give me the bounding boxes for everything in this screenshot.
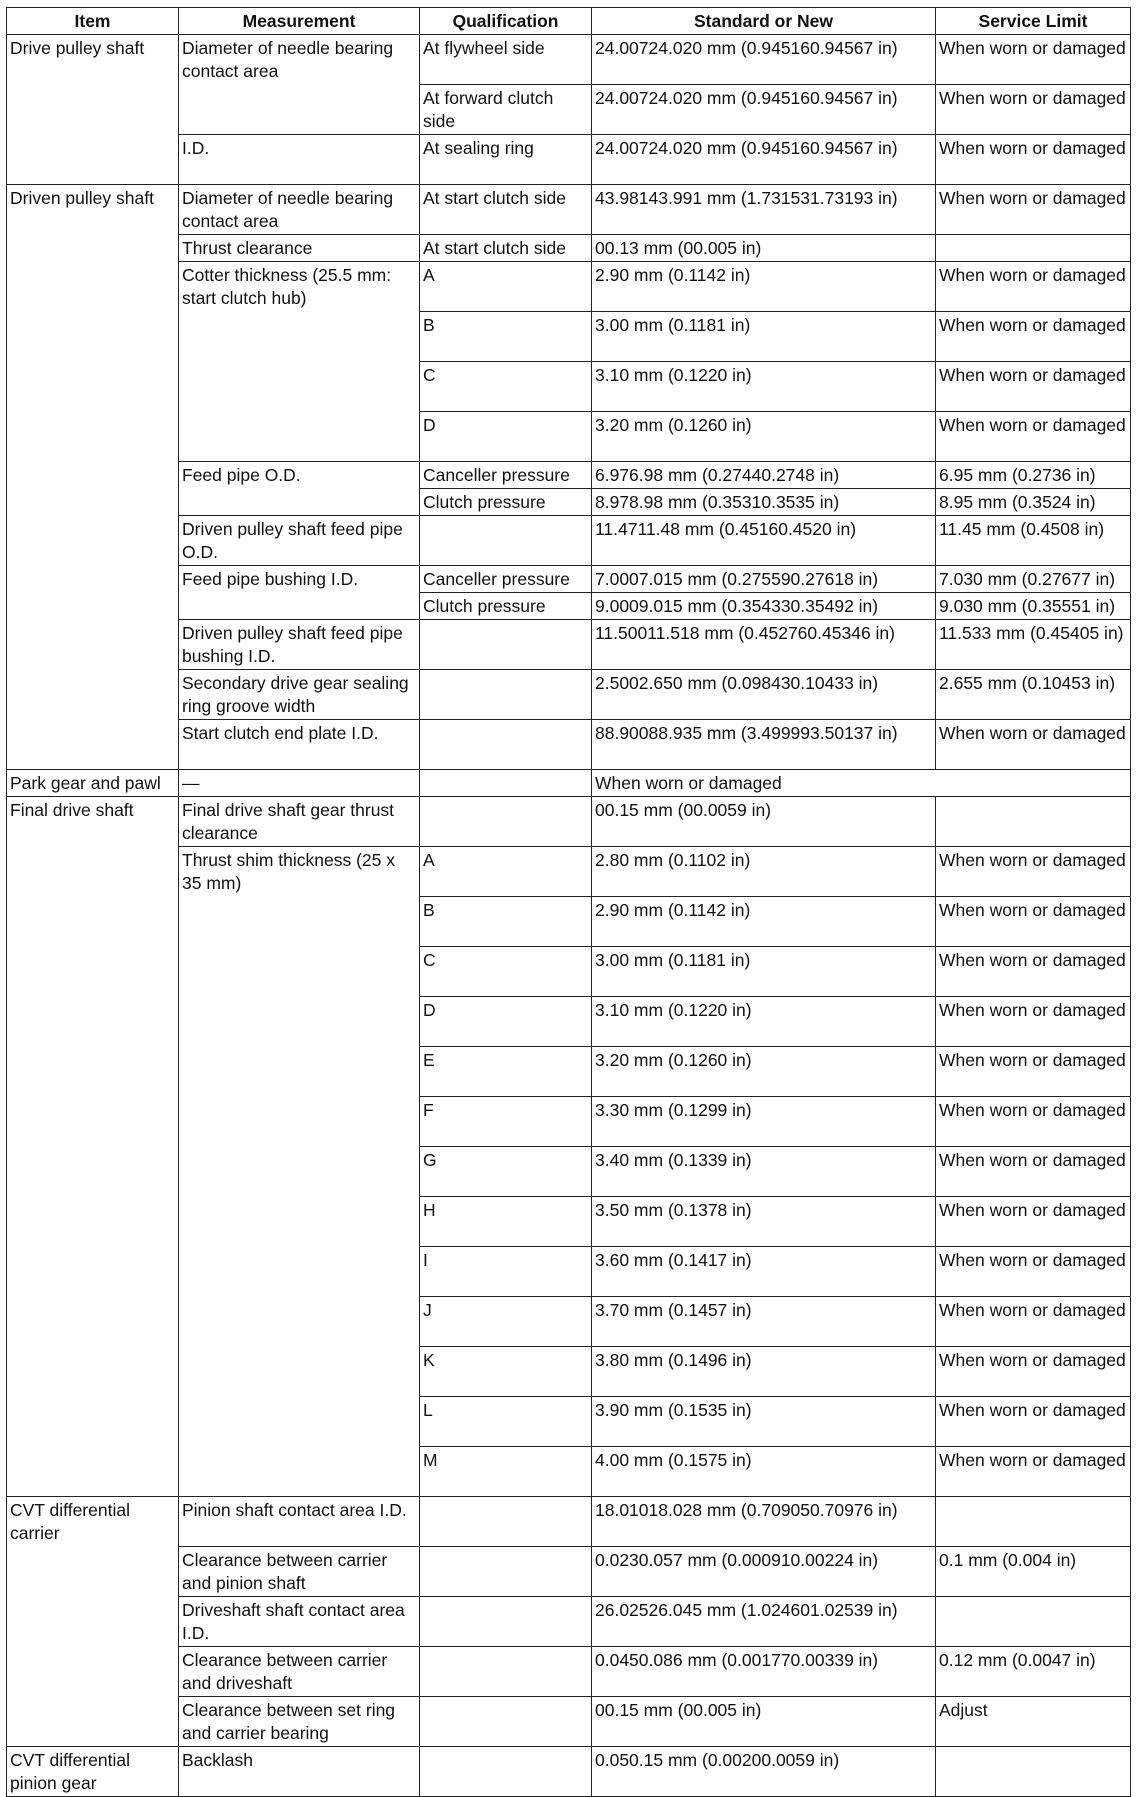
qualification-cell: Canceller pressure bbox=[420, 462, 592, 489]
standard-cell: 2.90 mm (0.1142 in) bbox=[592, 897, 936, 947]
standard-cell: 24.00724.020 mm (0.945160.94567 in) bbox=[592, 135, 936, 185]
qualification-cell bbox=[420, 770, 592, 797]
limit-cell: When worn or damaged bbox=[936, 412, 1131, 462]
measurement-cell: Final drive shaft gear thrust clearance bbox=[179, 797, 420, 847]
standard-cell: 3.30 mm (0.1299 in) bbox=[592, 1097, 936, 1147]
qualification-cell bbox=[420, 720, 592, 770]
qualification-cell bbox=[420, 1597, 592, 1647]
limit-cell: When worn or damaged bbox=[936, 1297, 1131, 1347]
qualification-cell: At flywheel side bbox=[420, 35, 592, 85]
limit-cell: When worn or damaged bbox=[936, 1147, 1131, 1197]
measurement-cell: Thrust shim thickness (25 x 35 mm) bbox=[179, 847, 420, 1497]
limit-cell: 0.1 mm (0.004 in) bbox=[936, 1547, 1131, 1597]
limit-cell: When worn or damaged bbox=[936, 1047, 1131, 1097]
qualification-cell: Clutch pressure bbox=[420, 489, 592, 516]
standard-cell: 18.01018.028 mm (0.709050.70976 in) bbox=[592, 1497, 936, 1547]
qualification-cell bbox=[420, 620, 592, 670]
qualification-cell bbox=[420, 1647, 592, 1697]
header-standard: Standard or New bbox=[592, 8, 936, 35]
measurement-cell: Clearance between set ring and carrier bearing bbox=[179, 1697, 420, 1747]
standard-cell: 3.60 mm (0.1417 in) bbox=[592, 1247, 936, 1297]
standard-cell: 24.00724.020 mm (0.945160.94567 in) bbox=[592, 85, 936, 135]
header-row bbox=[7, 8, 1131, 35]
qualification-cell: B bbox=[420, 312, 592, 362]
table-row bbox=[7, 1747, 1131, 1797]
qualification-cell bbox=[420, 516, 592, 566]
standard-cell: 3.20 mm (0.1260 in) bbox=[592, 1047, 936, 1097]
limit-cell: 11.45 mm (0.4508 in) bbox=[936, 516, 1131, 566]
standard-cell: 3.80 mm (0.1496 in) bbox=[592, 1347, 936, 1397]
header-item: Item bbox=[7, 8, 179, 35]
limit-cell: 0.12 mm (0.0047 in) bbox=[936, 1647, 1131, 1697]
standard-cell: 3.90 mm (0.1535 in) bbox=[592, 1397, 936, 1447]
standard-cell: 24.00724.020 mm (0.945160.94567 in) bbox=[592, 35, 936, 85]
limit-cell: When worn or damaged bbox=[936, 362, 1131, 412]
measurement-cell: Feed pipe O.D. bbox=[179, 462, 420, 516]
qualification-cell: At forward clutch side bbox=[420, 85, 592, 135]
qualification-cell: J bbox=[420, 1297, 592, 1347]
limit-cell: When worn or damaged bbox=[936, 1097, 1131, 1147]
qualification-cell bbox=[420, 670, 592, 720]
qualification-cell: D bbox=[420, 412, 592, 462]
limit-cell: When worn or damaged bbox=[936, 185, 1131, 235]
standard-cell: 3.10 mm (0.1220 in) bbox=[592, 997, 936, 1047]
limit-cell: When worn or damaged bbox=[936, 312, 1131, 362]
measurement-cell: Pinion shaft contact area I.D. bbox=[179, 1497, 420, 1547]
measurement-cell: Clearance between carrier and pinion shaft bbox=[179, 1547, 420, 1597]
limit-cell: When worn or damaged bbox=[936, 720, 1131, 770]
qualification-cell: E bbox=[420, 1047, 592, 1097]
measurement-cell: — bbox=[179, 770, 420, 797]
standard-cell: 7.0007.015 mm (0.275590.27618 in) bbox=[592, 566, 936, 593]
header-service-limit: Service Limit bbox=[936, 8, 1131, 35]
measurement-cell: Diameter of needle bearing contact area bbox=[179, 185, 420, 235]
table-row bbox=[7, 1497, 1131, 1547]
qualification-cell: Clutch pressure bbox=[420, 593, 592, 620]
standard-cell: 3.70 mm (0.1457 in) bbox=[592, 1297, 936, 1347]
qualification-cell: D bbox=[420, 997, 592, 1047]
measurement-cell: Driven pulley shaft feed pipe bushing I.D. bbox=[179, 620, 420, 670]
limit-cell: When worn or damaged bbox=[936, 1197, 1131, 1247]
standard-cell: 2.80 mm (0.1102 in) bbox=[592, 847, 936, 897]
standard-cell: 43.98143.991 mm (1.731531.73193 in) bbox=[592, 185, 936, 235]
qualification-cell: At start clutch side bbox=[420, 235, 592, 262]
standard-cell: 26.02526.045 mm (1.024601.02539 in) bbox=[592, 1597, 936, 1647]
limit-cell bbox=[936, 1497, 1131, 1547]
limit-cell: When worn or damaged bbox=[936, 35, 1131, 85]
qualification-cell: B bbox=[420, 897, 592, 947]
standard-cell: 3.20 mm (0.1260 in) bbox=[592, 412, 936, 462]
qualification-cell: H bbox=[420, 1197, 592, 1247]
standard-cell: 0.050.15 mm (0.00200.0059 in) bbox=[592, 1747, 936, 1797]
qualification-cell: C bbox=[420, 947, 592, 997]
item-cell: Park gear and pawl bbox=[7, 770, 179, 797]
table-row bbox=[7, 185, 1131, 235]
measurement-cell: Diameter of needle bearing contact area bbox=[179, 35, 420, 135]
table-row bbox=[7, 797, 1131, 847]
limit-cell bbox=[936, 235, 1131, 262]
limit-cell: 6.95 mm (0.2736 in) bbox=[936, 462, 1131, 489]
measurement-cell: I.D. bbox=[179, 135, 420, 185]
standard-cell: 2.90 mm (0.1142 in) bbox=[592, 262, 936, 312]
limit-cell: When worn or damaged bbox=[936, 262, 1131, 312]
qualification-cell: C bbox=[420, 362, 592, 412]
qualification-cell bbox=[420, 1747, 592, 1797]
qualification-cell: Canceller pressure bbox=[420, 566, 592, 593]
limit-cell: 9.030 mm (0.35551 in) bbox=[936, 593, 1131, 620]
limit-cell: 2.655 mm (0.10453 in) bbox=[936, 670, 1131, 720]
header-measurement: Measurement bbox=[179, 8, 420, 35]
standard-cell: 00.15 mm (00.005 in) bbox=[592, 1697, 936, 1747]
qualification-cell: At sealing ring bbox=[420, 135, 592, 185]
measurement-cell: Cotter thickness (25.5 mm: start clutch hub) bbox=[179, 262, 420, 462]
limit-cell: When worn or damaged bbox=[936, 135, 1131, 185]
qualification-cell: A bbox=[420, 847, 592, 897]
qualification-cell bbox=[420, 1497, 592, 1547]
standard-cell: 11.50011.518 mm (0.452760.45346 in) bbox=[592, 620, 936, 670]
limit-cell: When worn or damaged bbox=[936, 847, 1131, 897]
standard-cell: 6.976.98 mm (0.27440.2748 in) bbox=[592, 462, 936, 489]
limit-cell: 8.95 mm (0.3524 in) bbox=[936, 489, 1131, 516]
spec-table bbox=[6, 7, 1131, 1797]
standard-cell: 3.40 mm (0.1339 in) bbox=[592, 1147, 936, 1197]
measurement-cell: Start clutch end plate I.D. bbox=[179, 720, 420, 770]
standard-cell: 0.0230.057 mm (0.000910.00224 in) bbox=[592, 1547, 936, 1597]
qualification-cell: K bbox=[420, 1347, 592, 1397]
standard-cell: 9.0009.015 mm (0.354330.35492 in) bbox=[592, 593, 936, 620]
limit-cell bbox=[936, 797, 1131, 847]
standard-cell: When worn or damaged bbox=[592, 770, 1131, 797]
limit-cell: 7.030 mm (0.27677 in) bbox=[936, 566, 1131, 593]
measurement-cell: Driven pulley shaft feed pipe O.D. bbox=[179, 516, 420, 566]
limit-cell: When worn or damaged bbox=[936, 947, 1131, 997]
limit-cell: Adjust bbox=[936, 1697, 1131, 1747]
standard-cell: 0.0450.086 mm (0.001770.00339 in) bbox=[592, 1647, 936, 1697]
standard-cell: 2.5002.650 mm (0.098430.10433 in) bbox=[592, 670, 936, 720]
item-cell: Final drive shaft bbox=[7, 797, 179, 1497]
item-cell: Driven pulley shaft bbox=[7, 185, 179, 770]
limit-cell: When worn or damaged bbox=[936, 1247, 1131, 1297]
limit-cell bbox=[936, 1747, 1131, 1797]
limit-cell: 11.533 mm (0.45405 in) bbox=[936, 620, 1131, 670]
qualification-cell bbox=[420, 1697, 592, 1747]
measurement-cell: Secondary drive gear sealing ring groove width bbox=[179, 670, 420, 720]
measurement-cell: Driveshaft shaft contact area I.D. bbox=[179, 1597, 420, 1647]
table-row bbox=[7, 770, 1131, 797]
standard-cell: 11.4711.48 mm (0.45160.4520 in) bbox=[592, 516, 936, 566]
standard-cell: 3.00 mm (0.1181 in) bbox=[592, 947, 936, 997]
qualification-cell: At start clutch side bbox=[420, 185, 592, 235]
standard-cell: 3.10 mm (0.1220 in) bbox=[592, 362, 936, 412]
standard-cell: 3.00 mm (0.1181 in) bbox=[592, 312, 936, 362]
limit-cell: When worn or damaged bbox=[936, 85, 1131, 135]
qualification-cell: L bbox=[420, 1397, 592, 1447]
table-row bbox=[7, 35, 1131, 85]
limit-cell: When worn or damaged bbox=[936, 997, 1131, 1047]
measurement-cell: Backlash bbox=[179, 1747, 420, 1797]
qualification-cell: A bbox=[420, 262, 592, 312]
standard-cell: 4.00 mm (0.1575 in) bbox=[592, 1447, 936, 1497]
standard-cell: 00.13 mm (00.005 in) bbox=[592, 235, 936, 262]
header-qualification: Qualification bbox=[420, 8, 592, 35]
measurement-cell: Clearance between carrier and driveshaft bbox=[179, 1647, 420, 1697]
qualification-cell: F bbox=[420, 1097, 592, 1147]
qualification-cell bbox=[420, 1547, 592, 1597]
limit-cell bbox=[936, 1597, 1131, 1647]
measurement-cell: Thrust clearance bbox=[179, 235, 420, 262]
limit-cell: When worn or damaged bbox=[936, 1397, 1131, 1447]
standard-cell: 88.90088.935 mm (3.499993.50137 in) bbox=[592, 720, 936, 770]
qualification-cell: I bbox=[420, 1247, 592, 1297]
limit-cell: When worn or damaged bbox=[936, 1347, 1131, 1397]
qualification-cell: G bbox=[420, 1147, 592, 1197]
item-cell: Drive pulley shaft bbox=[7, 35, 179, 185]
limit-cell: When worn or damaged bbox=[936, 1447, 1131, 1497]
qualification-cell: M bbox=[420, 1447, 592, 1497]
standard-cell: 3.50 mm (0.1378 in) bbox=[592, 1197, 936, 1247]
standard-cell: 8.978.98 mm (0.35310.3535 in) bbox=[592, 489, 936, 516]
item-cell: CVT differential pinion gear bbox=[7, 1747, 179, 1797]
measurement-cell: Feed pipe bushing I.D. bbox=[179, 566, 420, 620]
item-cell: CVT differential carrier bbox=[7, 1497, 179, 1747]
limit-cell: When worn or damaged bbox=[936, 897, 1131, 947]
qualification-cell bbox=[420, 797, 592, 847]
standard-cell: 00.15 mm (00.0059 in) bbox=[592, 797, 936, 847]
